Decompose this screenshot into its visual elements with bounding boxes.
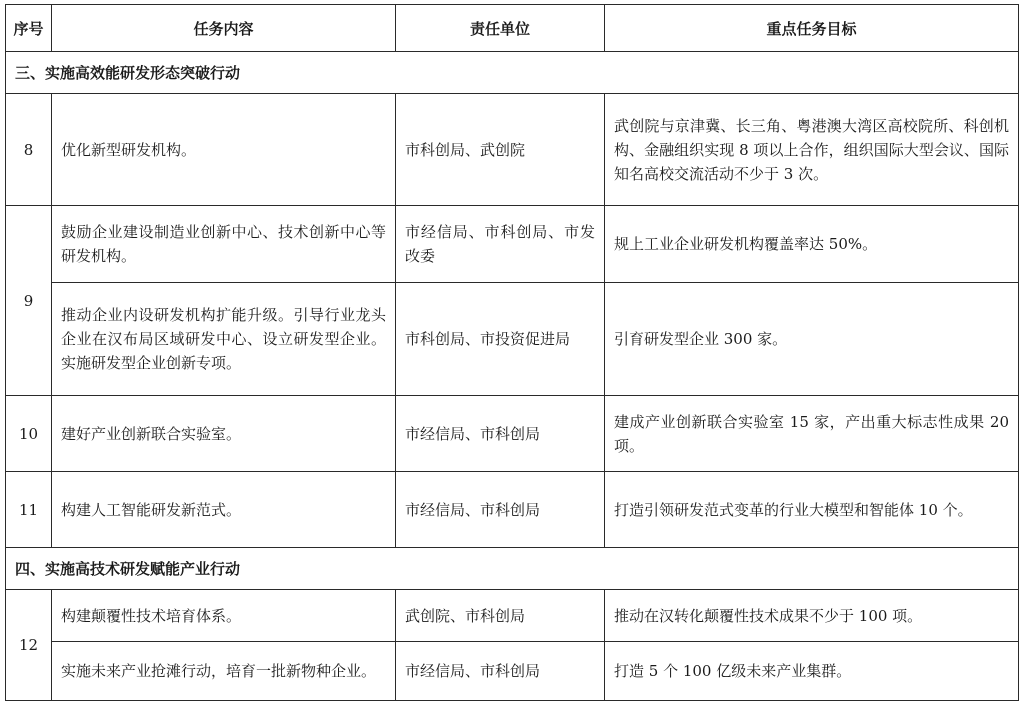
header-content: 任务内容 [52,5,396,52]
row-number: 8 [6,94,52,206]
task-goal: 引育研发型企业 300 家。 [605,283,1019,396]
responsible-unit: 市经信局、市科创局 [396,472,605,548]
section-row [6,548,1019,590]
responsible-unit: 市经信局、市科创局、市发改委 [396,206,605,283]
table-row [6,396,1019,472]
task-content: 实施未来产业抢滩行动，培育一批新物种企业。 [52,642,396,701]
header-no: 序号 [6,5,52,52]
task-content: 优化新型研发机构。 [52,94,396,206]
table-row [6,206,1019,283]
section-title: 三、实施高效能研发形态突破行动 [6,52,1019,94]
responsible-unit: 市科创局、市投资促进局 [396,283,605,396]
task-content: 建好产业创新联合实验室。 [52,396,396,472]
table-row [6,472,1019,548]
task-table [5,4,1019,701]
section-title: 四、实施高技术研发赋能产业行动 [6,548,1019,590]
table-row [6,283,1019,396]
task-goal: 建成产业创新联合实验室 15 家，产出重大标志性成果 20 项。 [605,396,1019,472]
table-row [6,642,1019,701]
responsible-unit: 市经信局、市科创局 [396,396,605,472]
task-goal: 规上工业企业研发机构覆盖率达 50%。 [605,206,1019,283]
table-header-row [6,5,1019,52]
task-content: 构建颠覆性技术培育体系。 [52,590,396,642]
task-goal: 推动在汉转化颠覆性技术成果不少于 100 项。 [605,590,1019,642]
row-number: 9 [6,206,52,396]
header-goal: 重点任务目标 [605,5,1019,52]
responsible-unit: 市经信局、市科创局 [396,642,605,701]
table-row [6,94,1019,206]
header-unit: 责任单位 [396,5,605,52]
responsible-unit: 武创院、市科创局 [396,590,605,642]
task-goal: 武创院与京津冀、长三角、粤港澳大湾区高校院所、科创机构、金融组织实现 8 项以上合作，组织国际大型会议、国际知名高校交流活动不少于 3 次。 [605,94,1019,206]
task-goal: 打造 5 个 100 亿级未来产业集群。 [605,642,1019,701]
task-content: 构建人工智能研发新范式。 [52,472,396,548]
section-row [6,52,1019,94]
row-number: 11 [6,472,52,548]
row-number: 12 [6,590,52,701]
task-content: 推动企业内设研发机构扩能升级。引导行业龙头企业在汉布局区域研发中心、设立研发型企业。实施研发型企业创新专项。 [52,283,396,396]
responsible-unit: 市科创局、武创院 [396,94,605,206]
table-row [6,590,1019,642]
task-goal: 打造引领研发范式变革的行业大模型和智能体 10 个。 [605,472,1019,548]
row-number: 10 [6,396,52,472]
task-content: 鼓励企业建设制造业创新中心、技术创新中心等研发机构。 [52,206,396,283]
